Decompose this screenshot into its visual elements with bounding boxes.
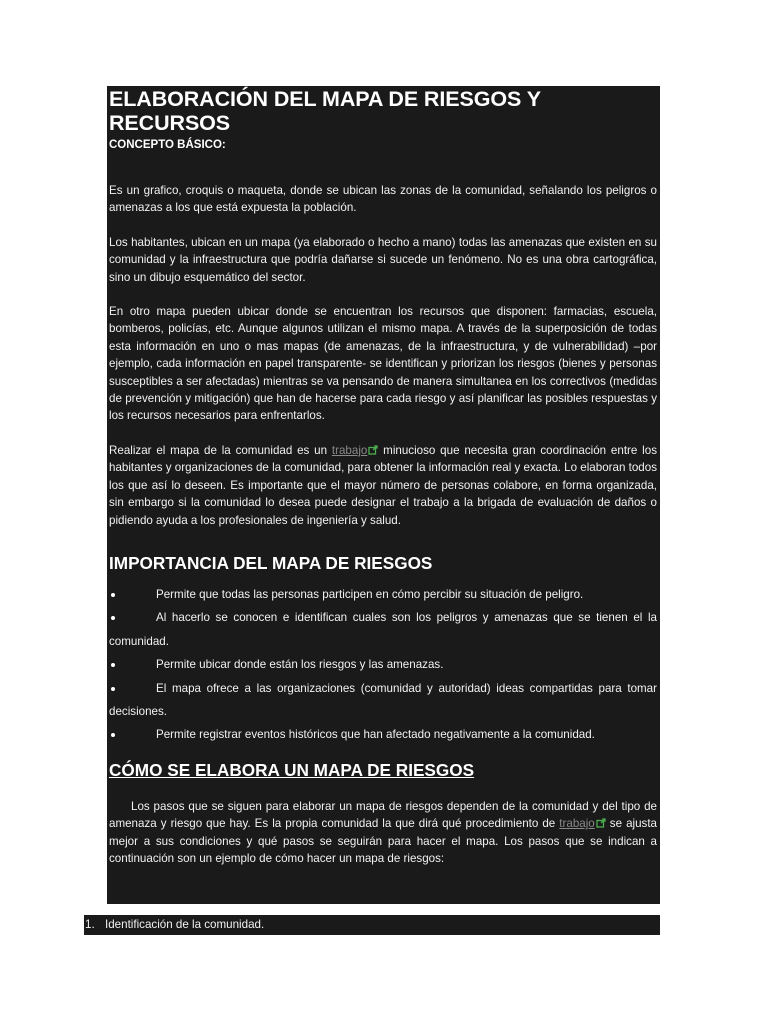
paragraph-habitants: Los habitantes, ubican en un mapa (ya elaborado o hecho a mano) todas las amenazas que existen en su comunidad y la infraestructura que podría dañarse si sucede un fenómeno. No es una obra cartográfica, sino un dibujo esquemático del sector. xyxy=(109,235,657,284)
bullet-icon xyxy=(111,593,115,597)
paragraph-text: Realizar el mapa de la comunidad es un xyxy=(109,443,332,457)
paragraph-steps xyxy=(109,798,657,868)
list-item-text: Al hacerlo se conocen e identifican cuales son los peligros y amenazas que se tienen el la comunidad. xyxy=(109,611,657,648)
trabajo-link[interactable]: trabajo xyxy=(331,443,368,457)
document-panel xyxy=(107,86,660,904)
list-item-text: El mapa ofrece a las organizaciones (comunidad y autoridad) ideas compartidas para tomar decisiones. xyxy=(109,681,657,718)
bullet-icon xyxy=(111,616,115,620)
list-item-text: Permite registrar eventos históricos que han afectado negativamente a la comunidad. xyxy=(156,728,595,742)
list-item-text: Permite que todas las personas participen en cómo percibir su situación de peligro. xyxy=(156,587,584,601)
bullet-icon xyxy=(111,733,115,737)
bullet-icon xyxy=(111,687,115,691)
concept-heading: CONCEPTO BÁSICO: xyxy=(109,139,226,151)
step-text: Identificación de la comunidad. xyxy=(105,918,265,931)
list-item xyxy=(109,677,657,724)
document-content xyxy=(109,86,657,867)
list-item xyxy=(109,583,657,606)
step-item xyxy=(84,915,660,935)
list-item xyxy=(109,723,657,746)
paragraph-text: minucioso que necesita gran coordinación entre los habitantes y organizaciones de la comunidad, para obtener la información real y exacta. Lo elaboran todos los que así lo deseen. Es importante que el mayor número de personas colabore, en forma organizada, sin embargo si la comunidad lo desea puede designar el trabajo a la brigada de evaluación de daños o pidiendo ayuda a los profesionales de ingeniería y salud. xyxy=(109,443,657,527)
paragraph-text: se ajusta mejor a sus condiciones y qué pasos se seguirán para hacer el mapa. Los pasos que se indican a continuación son un ejemplo de cómo hacer un mapa de riesgos: xyxy=(109,817,658,865)
importance-heading: IMPORTANCIA DEL MAPA DE RIESGOS xyxy=(109,552,433,573)
bullet-icon xyxy=(111,663,115,667)
trabajo-link[interactable]: trabajo xyxy=(559,817,595,831)
external-link-icon[interactable] xyxy=(596,818,606,828)
how-heading: CÓMO SE ELABORA UN MAPA DE RIESGOS xyxy=(109,759,475,780)
step-number: 1. xyxy=(85,918,95,931)
paragraph-text: Los pasos que se siguen para elaborar un mapa de riesgos dependen de la comunidad y del tipo de amenaza y riesgo que hay. Es la propia comunidad la que dirá qué procedimiento de xyxy=(109,799,657,831)
paragraph-definition: Es un grafico, croquis o maqueta, donde se ubican las zonas de la comunidad, señalando los peligros o amenazas a los que está expuesta la población. xyxy=(109,184,657,215)
paragraph-community-map xyxy=(109,442,657,529)
list-item xyxy=(109,653,657,676)
external-link-icon[interactable] xyxy=(368,445,378,455)
page-title: ELABORACIÓN DEL MAPA DE RIESGOS Y RECURSOS xyxy=(109,87,541,135)
list-item-text: Permite ubicar donde están los riesgos y las amenazas. xyxy=(156,658,444,672)
paragraph-resources: En otro mapa pueden ubicar donde se encuentran los recursos que disponen: farmacias, escuela, bomberos, policías, etc. Aunque algunos utilizan el mismo mapa. A través de la superposición de todas esta información en uno o mas mapas (de amenazas, de la infraestructura, y de vulnerabilidad) –por ejemplo, cada información en papel transparente- se identifican y priorizan los riesgos (bienes y personas susceptibles a ser afectadas) mientras se va pensando de manera simultanea en los correctivos (medidas de prevención y mitigación) que han de hacerse para cada riesgo y así planificar las posibles respuestas y los recursos necesarios para enfrentarlos. xyxy=(109,305,657,423)
importance-list xyxy=(109,583,657,747)
list-item xyxy=(109,606,657,653)
